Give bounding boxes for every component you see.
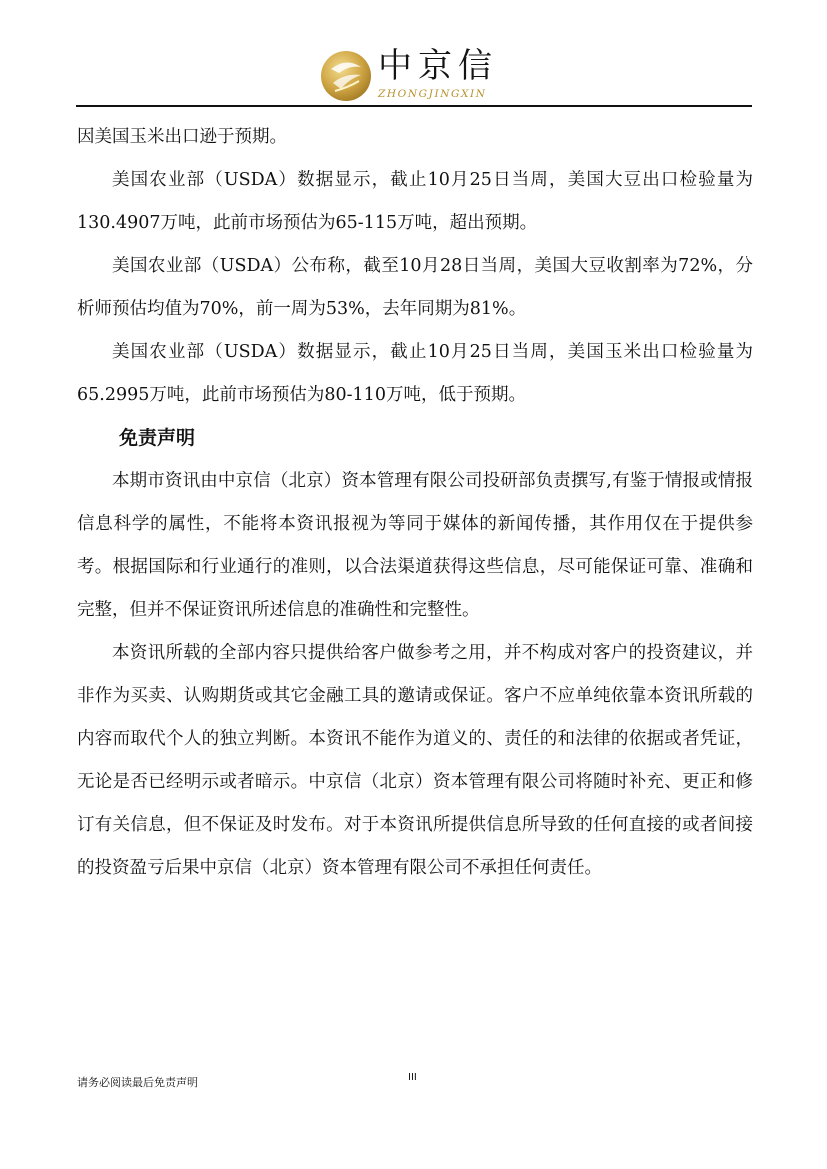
page-number: III <box>408 1072 417 1083</box>
paragraph-continuation: 因美国玉米出口逊于预期。 <box>77 127 287 147</box>
paragraph-corn-exports: 美国农业部（USDA）数据显示，截止10月25日当周，美国玉米出口检验量为65.2995万吨，此前市场预估为80-110万吨，低于预期。 <box>77 342 753 405</box>
paragraph-soybean-harvest: 美国农业部（USDA）公布称，截至10月28日当周，美国大豆收割率为72%，分析师预估均值为70%，前一周为53%，去年同期为81%。 <box>77 256 753 319</box>
zhongjingxin-logo-icon <box>319 49 373 103</box>
brand-name: 中京信 <box>378 46 498 86</box>
header-divider <box>76 105 752 107</box>
brand-name-english: ZHONGJINGXIN <box>378 88 487 100</box>
disclaimer-paragraph-1: 本期市资讯由中京信（北京）资本管理有限公司投研部负责撰写,有鉴于情报或情报信息科学的属性，不能将本资讯报视为等同于媒体的新闻传播，其作用仅在于提供参考。根据国际和行业通行的准则，以合法渠道获得这些信息，尽可能保证可靠、准确和完整，但并不保证资讯所述信息的准确性和完整性。 <box>77 471 753 620</box>
disclaimer-title: 免责声明 <box>119 427 196 449</box>
document-body <box>77 116 753 890</box>
disclaimer-paragraph-2: 本资讯所载的全部内容只提供给客户做参考之用，并不构成对客户的投资建议，并非作为买卖、认购期货或其它金融工具的邀请或保证。客户不应单纯依靠本资讯所载的内容而取代个人的独立判断。本资讯不能作为道义的、责任的和法律的依据或者凭证，无论是否已经明示或者暗示。中京信（北京）资本管理有限公司将随时补充、更正和修订有关信息，但不保证及时发布。对于本资讯所提供信息所导致的任何直接的或者间接的投资盈亏后果中京信（北京）资本管理有限公司不承担任何责任。 <box>77 643 753 878</box>
paragraph-soybean-exports: 美国农业部（USDA）数据显示，截止10月25日当周，美国大豆出口检验量为130.4907万吨，此前市场预估为65-115万吨，超出预期。 <box>77 170 753 233</box>
footer-note: 请务必阅读最后免责声明 <box>77 1076 198 1089</box>
page-header <box>0 0 827 108</box>
